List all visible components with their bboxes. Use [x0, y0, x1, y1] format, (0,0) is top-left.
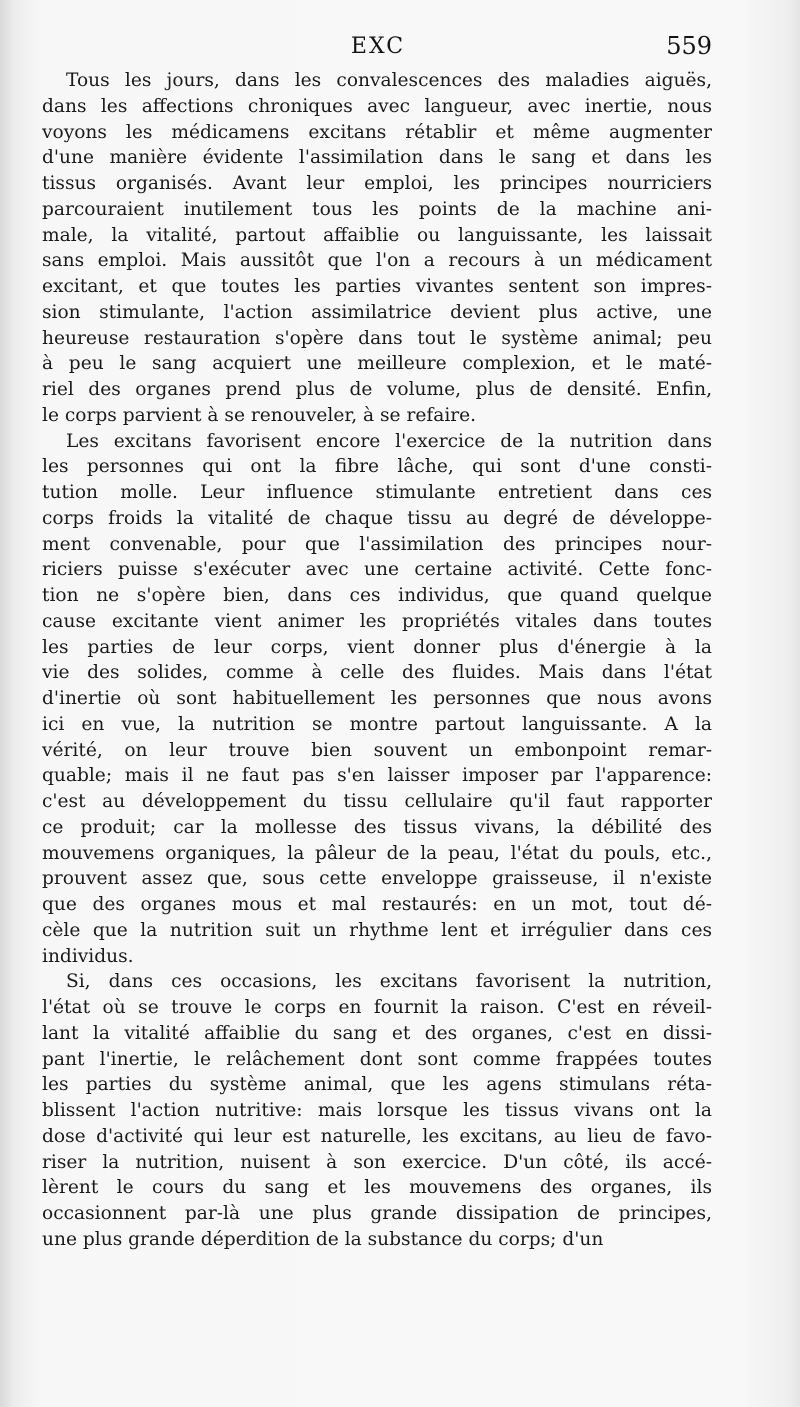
running-head: EXC	[350, 34, 406, 59]
text-line: tissus organisés. Avant leur emploi, les principes nourriciers	[42, 173, 712, 194]
text-line: ment convenable, pour que l'assimilation des principes nour-	[42, 533, 712, 555]
page-number: 559	[666, 32, 712, 60]
text-line: cèle que la nutrition suit un rhythme lent et irrégulier dans ces	[42, 919, 712, 941]
text-line: occasionnent par-là une plus grande dissipation de principes,	[42, 1203, 712, 1224]
text-line: cause excitante vient animer les propriétés vitales dans toutes	[42, 610, 712, 632]
text-line: riciers puisse s'exécuter avec une certaine activité. Cette fonc-	[42, 559, 712, 581]
text-line: riser la nutrition, nuisent à son exercice. D'un côté, ils accé-	[42, 1151, 712, 1173]
text-line: riel des organes prend plus de volume, plus de densité. Enfin,	[42, 379, 712, 400]
text-line: Si, dans ces occasions, les excitans favorisent la nutrition,	[66, 971, 712, 993]
text-line: sans emploi. Mais aussitôt que l'on a recours à un médicament	[42, 250, 712, 272]
text-line: d'inertie où sont habituellement les personnes que nous avons	[42, 688, 712, 709]
text-line: tution molle. Leur influence stimulante entretient dans ces	[42, 482, 712, 503]
text-line: ici en vue, la nutrition se montre partout languissante. A la	[42, 713, 712, 735]
paragraph	[42, 429, 712, 970]
text-line: le corps parvient à se renouveler, à se refaire.	[42, 404, 477, 426]
text-line: dans les affections chroniques avec langueur, avec inertie, nous	[42, 95, 712, 117]
text-line: sion stimulante, l'action assimilatrice devient plus active, une	[42, 301, 712, 323]
text-line: mouvemens organiques, la pâleur de la peau, l'état du pouls, etc.,	[42, 842, 712, 864]
text-line: tion ne s'opère bien, dans ces individus, que quand quelque	[42, 585, 712, 606]
text-line: blissent l'action nutritive: mais lorsque les tissus vivans ont la	[42, 1100, 712, 1121]
text-line: dose d'activité qui leur est naturelle, les excitans, au lieu de favo-	[42, 1125, 712, 1147]
text-line: vie des solides, comme à celle des fluides. Mais dans l'état	[42, 662, 712, 684]
text-line: les parties du système animal, que les agens stimulans réta-	[42, 1074, 712, 1096]
paragraph	[42, 68, 712, 429]
text-line: parcouraient inutilement tous les points de la machine ani-	[42, 198, 712, 220]
text-line: individus.	[42, 945, 134, 967]
text-line: ce produit; car la mollesse des tissus vivans, la débilité des	[42, 816, 712, 838]
text-line: male, la vitalité, partout affaiblie ou languissante, les laissait	[42, 224, 712, 246]
text-line: c'est au développement du tissu cellulaire qu'il faut rapporter	[42, 791, 712, 812]
text-line: Les excitans favorisent encore l'exercice de la nutrition dans	[66, 430, 712, 452]
text-line: prouvent assez que, sous cette enveloppe graisseuse, il n'existe	[42, 868, 712, 890]
text-line: vérité, on leur trouve bien souvent un embonpoint remar-	[42, 739, 712, 761]
body-text	[42, 68, 712, 1253]
text-line: pant l'inertie, le relâchement dont sont comme frappées toutes	[42, 1048, 712, 1070]
text-line: voyons les médicamens excitans rétablir et même augmenter	[42, 121, 712, 143]
text-line: quable; mais il ne faut pas s'en laisser imposer par l'apparence:	[42, 765, 712, 787]
page-header	[44, 30, 712, 66]
text-line: l'état où se trouve le corps en fournit la raison. C'est en réveil-	[42, 997, 712, 1018]
text-line: à peu le sang acquiert une meilleure complexion, et le maté-	[42, 353, 712, 375]
text-line: d'une manière évidente l'assimilation dans le sang et dans les	[42, 147, 712, 169]
text-line: que des organes mous et mal restaurés: en un mot, tout dé-	[42, 894, 712, 915]
text-line: excitant, et que toutes les parties vivantes sentent son impres-	[42, 276, 712, 297]
text-line: corps froids la vitalité de chaque tissu au degré de développe-	[42, 507, 712, 529]
text-line: Tous les jours, dans les convalescences des maladies aiguës,	[66, 70, 712, 91]
paragraph	[42, 969, 712, 1252]
text-line: les personnes qui ont la fibre lâche, qui sont d'une consti-	[42, 456, 712, 478]
text-line: les parties de leur corps, vient donner plus d'énergie à la	[42, 636, 712, 658]
text-line: heureuse restauration s'opère dans tout le système animal; peu	[42, 327, 712, 349]
text-line: une plus grande déperdition de la substance du corps; d'un	[42, 1228, 604, 1250]
text-line: lant la vitalité affaiblie du sang et des organes, c'est en dissi-	[42, 1022, 712, 1044]
text-line: lèrent le cours du sang et les mouvemens des organes, ils	[42, 1177, 712, 1199]
